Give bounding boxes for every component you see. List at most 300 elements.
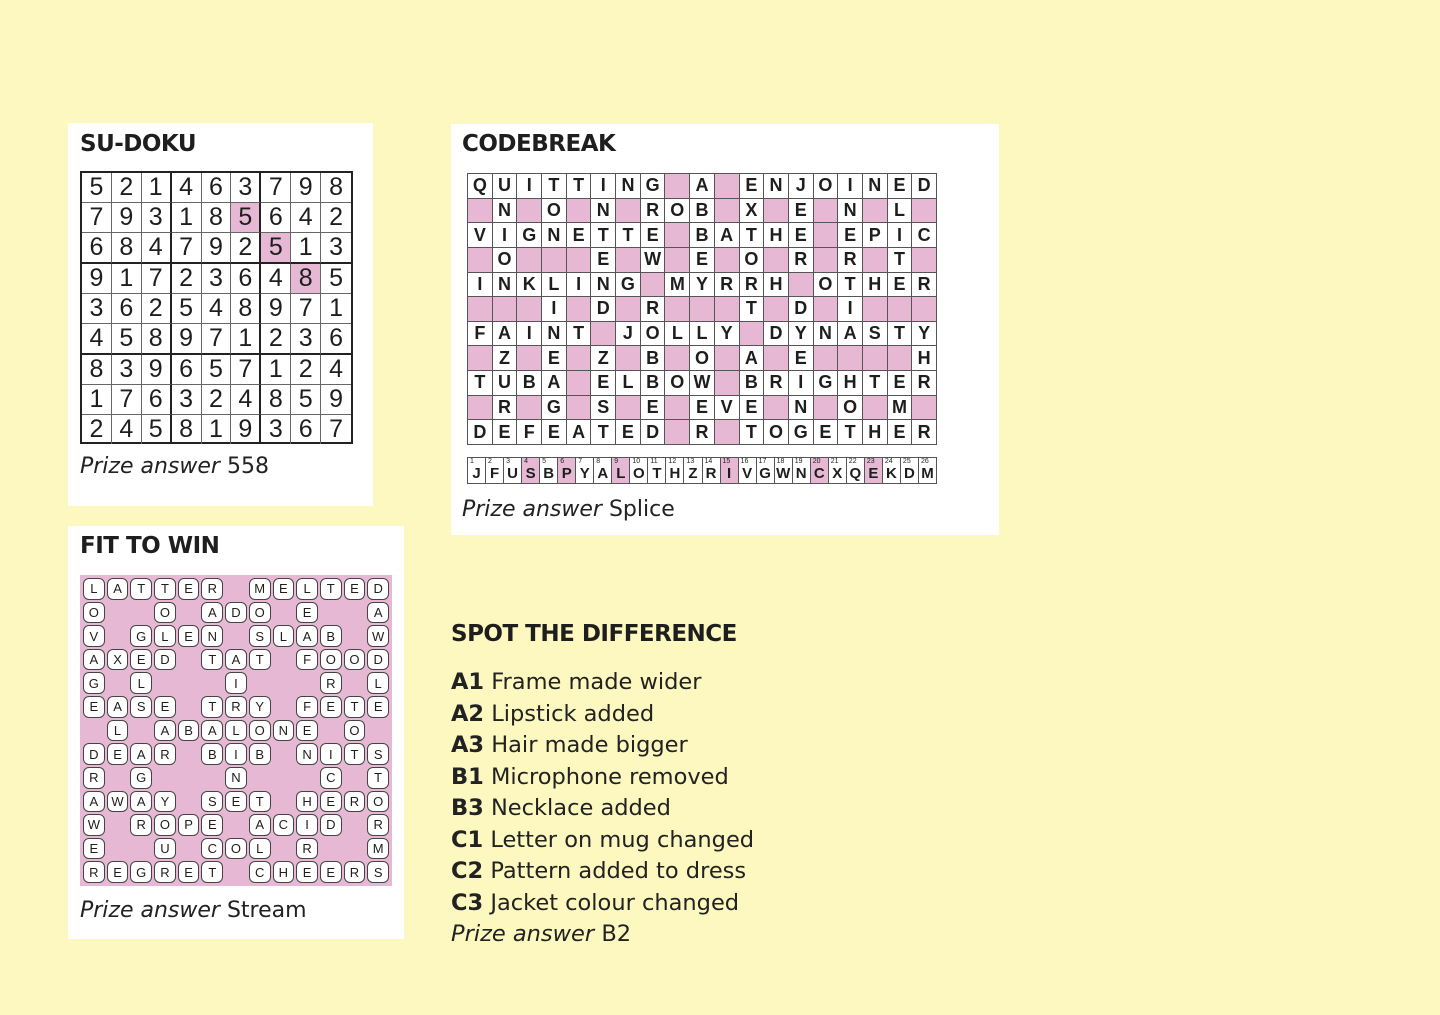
fit-to-win-cell: A [249, 814, 271, 836]
sudoku-cell: 5 [172, 294, 202, 324]
codebreak-cell: T [888, 248, 912, 272]
fit-to-win-cell: H [273, 861, 295, 883]
spot-prize-value: B2 [601, 921, 632, 947]
fit-to-win-prize [80, 898, 307, 923]
codebreak-cell: T [838, 273, 862, 297]
sudoku-cell: 5 [112, 324, 142, 355]
codebreak-key-letter: X [832, 465, 843, 482]
codebreak-key-cell [793, 458, 810, 483]
fit-to-win-cell: O [249, 602, 271, 624]
fit-to-win-cell: T [344, 743, 366, 765]
fit-to-win-cell: S [367, 861, 389, 883]
fit-to-win-cell: R [296, 838, 318, 860]
codebreak-key-letter: Z [688, 465, 698, 482]
sudoku-cell: 9 [291, 173, 321, 203]
codebreak-block [665, 346, 689, 370]
fit-to-win-block [248, 671, 272, 695]
sudoku-cell: 8 [231, 294, 261, 324]
spot-item-code: A3 [451, 732, 485, 758]
spot-item-text: Frame made wider [484, 669, 702, 695]
codebreak-cell: R [715, 273, 739, 297]
fit-to-win-block [129, 837, 153, 861]
fit-to-win-cell: E [344, 578, 366, 600]
codebreak-key-letter: W [776, 465, 791, 482]
fit-to-win-cell: E [107, 743, 129, 765]
sudoku-prize-label: Prize answer [80, 454, 220, 479]
codebreak-key-number: 13 [686, 458, 695, 465]
codebreak-key-number: 2 [488, 458, 492, 465]
fit-to-win-block [200, 766, 224, 790]
fit-to-win-cell: T [201, 649, 223, 671]
codebreak-key-number: 23 [866, 458, 875, 465]
sudoku-cell: 4 [112, 415, 142, 444]
codebreak-block [764, 346, 788, 370]
codebreak-cell: O [740, 248, 764, 272]
codebreak-block [542, 248, 566, 272]
fit-to-win-cell: R [367, 814, 389, 836]
sudoku-cell: 2 [202, 385, 232, 415]
codebreak-cell: I [591, 174, 615, 198]
fit-to-win-cell: O [367, 791, 389, 813]
sudoku-cell: 5 [231, 203, 261, 233]
codebreak-block [715, 346, 739, 370]
codebreak-cell: E [789, 346, 813, 370]
fit-to-win-block [177, 766, 201, 790]
codebreak-block [517, 297, 541, 321]
fit-to-win-cell: L [107, 720, 129, 742]
codebreak-block [863, 396, 887, 420]
codebreak-cell: O [814, 273, 838, 297]
codebreak-block [567, 297, 591, 321]
codebreak-block [690, 297, 714, 321]
fit-to-win-block [177, 742, 201, 766]
codebreak-cell: S [591, 396, 615, 420]
codebreak-block [888, 297, 912, 321]
codebreak-key-number: 6 [560, 458, 565, 465]
codebreak-block [863, 346, 887, 370]
codebreak-cell: D [641, 420, 665, 444]
spot-item [451, 888, 754, 920]
fit-to-win-cell: E [201, 814, 223, 836]
codebreak-cell: E [690, 396, 714, 420]
sudoku-grid [80, 171, 353, 444]
codebreak-cell: T [616, 223, 640, 247]
fit-to-win-cell: T [249, 649, 271, 671]
fit-to-win-block [272, 766, 296, 790]
sudoku-cell: 8 [261, 385, 291, 415]
codebreak-cell: T [863, 371, 887, 395]
fit-to-win-prize-label: Prize answer [80, 898, 220, 923]
fit-to-win-cell: G [130, 861, 152, 883]
sudoku-cell: 8 [291, 264, 321, 294]
codebreak-block [665, 297, 689, 321]
codebreak-cell: G [814, 371, 838, 395]
codebreak-cell: N [789, 396, 813, 420]
codebreak-cell: A [493, 322, 517, 346]
fit-to-win-cell: E [367, 696, 389, 718]
sudoku-cell: 7 [231, 355, 261, 385]
sudoku-cell: 3 [142, 203, 172, 233]
sudoku-cell: 7 [291, 294, 321, 324]
codebreak-cell: T [888, 322, 912, 346]
codebreak-key-number: 19 [794, 458, 803, 465]
codebreak-cell: E [591, 248, 615, 272]
fit-to-win-cell: A [225, 649, 247, 671]
fit-to-win-cell: R [130, 814, 152, 836]
codebreak-key-cell [739, 458, 756, 483]
codebreak-cell: X [740, 199, 764, 223]
spot-item [451, 825, 754, 857]
codebreak-key-letter: T [652, 465, 662, 482]
codebreak-block [715, 248, 739, 272]
codebreak-cell: N [493, 273, 517, 297]
codebreak-key-number: 1 [470, 458, 474, 465]
codebreak-cell: T [567, 174, 591, 198]
spot-item [451, 699, 754, 731]
spot-items [451, 667, 754, 919]
codebreak-cell: W [690, 371, 714, 395]
fit-to-win-block [106, 601, 130, 625]
codebreak-cell: T [591, 420, 615, 444]
fit-to-win-block [177, 790, 201, 814]
codebreak-cell: H [863, 420, 887, 444]
codebreak-cell: I [888, 223, 912, 247]
codebreak-key-number: 20 [812, 458, 821, 465]
sudoku-cell: 9 [202, 233, 232, 264]
codebreak-key-number: 15 [722, 458, 731, 465]
fit-to-win-cell: I [225, 672, 247, 694]
sudoku-cell: 3 [321, 233, 351, 264]
codebreak-block [863, 199, 887, 223]
fit-to-win-cell: E [320, 791, 342, 813]
fit-to-win-block [106, 837, 130, 861]
codebreak-block [567, 248, 591, 272]
codebreak-key-cell [648, 458, 665, 483]
fit-to-win-cell: R [154, 861, 176, 883]
codebreak-cell: K [517, 273, 541, 297]
codebreak-cell: H [764, 273, 788, 297]
codebreak-cell: S [863, 322, 887, 346]
codebreak-cell: E [888, 420, 912, 444]
spot-prize [451, 919, 754, 951]
spot-item [451, 856, 754, 888]
codebreak-key-cell [847, 458, 864, 483]
fit-to-win-cell: D [83, 743, 105, 765]
codebreak-key-letter: D [904, 465, 915, 482]
fit-to-win-block [106, 766, 130, 790]
fit-to-win-block [177, 601, 201, 625]
fit-to-win-cell: T [201, 861, 223, 883]
codebreak-cell: T [740, 223, 764, 247]
codebreak-cell: F [517, 420, 541, 444]
fit-to-win-grid [80, 575, 392, 886]
codebreak-key-cell [558, 458, 575, 483]
fit-to-win-block [106, 813, 130, 837]
fit-to-win-cell: F [296, 696, 318, 718]
fit-to-win-cell: L [249, 838, 271, 860]
codebreak-key-number: 26 [920, 458, 929, 465]
codebreak-block [814, 297, 838, 321]
fit-to-win-cell: E [296, 720, 318, 742]
sudoku-cell: 1 [231, 324, 261, 355]
fit-to-win-block [129, 719, 153, 743]
fit-to-win-cell: C [249, 861, 271, 883]
spot-item-code: A2 [451, 700, 485, 727]
fit-to-win-block [272, 601, 296, 625]
fit-to-win-block [224, 624, 248, 648]
codebreak-cell: D [912, 174, 936, 198]
spot-item [451, 667, 754, 699]
codebreak-key-number: 12 [668, 458, 677, 465]
fit-to-win-block [224, 577, 248, 601]
sudoku-cell: 8 [172, 415, 202, 444]
fit-to-win-cell: D [367, 649, 389, 671]
fit-to-win-cell: A [83, 791, 105, 813]
sudoku-cell: 1 [261, 355, 291, 385]
codebreak-cell: I [838, 174, 862, 198]
codebreak-key-cell [919, 458, 936, 483]
codebreak-block [517, 346, 541, 370]
fit-to-win-block [343, 813, 367, 837]
sudoku-cell: 6 [82, 233, 112, 264]
fit-to-win-block [177, 695, 201, 719]
fit-to-win-cell: A [130, 743, 152, 765]
codebreak-cell: E [641, 223, 665, 247]
sudoku-cell: 9 [112, 203, 142, 233]
sudoku-cell: 3 [202, 264, 232, 294]
codebreak-key-cell [901, 458, 918, 483]
codebreak-cell: L [665, 322, 689, 346]
codebreak-cell: J [616, 322, 640, 346]
codebreak-cell: R [690, 420, 714, 444]
fit-to-win-cell: E [273, 578, 295, 600]
fit-to-win-block [272, 695, 296, 719]
fit-to-win-cell: R [83, 861, 105, 883]
fit-to-win-cell: E [130, 649, 152, 671]
codebreak-block [567, 371, 591, 395]
codebreak-cell: E [542, 346, 566, 370]
fit-to-win-block [106, 624, 130, 648]
codebreak-cell: F [468, 322, 492, 346]
codebreak-key-cell [684, 458, 701, 483]
sudoku-cell: 2 [112, 173, 142, 203]
codebreak-cell: G [542, 396, 566, 420]
codebreak-cell: I [468, 273, 492, 297]
codebreak-cell: N [542, 322, 566, 346]
codebreak-key-number: 18 [776, 458, 785, 465]
fit-to-win-cell: R [320, 672, 342, 694]
codebreak-key-letter: E [868, 465, 879, 482]
codebreak-key-letter: G [759, 465, 771, 482]
fit-to-win-prize-value: Stream [226, 898, 307, 923]
fit-to-win-cell: G [83, 672, 105, 694]
sudoku-cell: 4 [82, 324, 112, 355]
codebreak-cell: I [789, 371, 813, 395]
codebreak-cell: B [517, 371, 541, 395]
fit-to-win-cell: M [249, 578, 271, 600]
codebreak-block [641, 273, 665, 297]
fit-to-win-cell: R [201, 578, 223, 600]
fit-to-win-cell: R [344, 791, 366, 813]
codebreak-key-cell [666, 458, 683, 483]
codebreak-block [814, 346, 838, 370]
codebreak-key-letter: N [795, 465, 807, 482]
fit-to-win-cell: E [320, 861, 342, 883]
codebreak-block [863, 297, 887, 321]
sudoku-cell: 2 [321, 203, 351, 233]
sudoku-cell: 8 [112, 233, 142, 264]
codebreak-key-number: 4 [524, 458, 529, 465]
codebreak-cell: E [567, 223, 591, 247]
codebreak-block [764, 297, 788, 321]
codebreak-cell: N [616, 174, 640, 198]
codebreak-key-letter: O [633, 465, 645, 482]
fit-to-win-cell: P [178, 814, 200, 836]
codebreak-key-number: 3 [506, 458, 510, 465]
codebreak-block [863, 248, 887, 272]
codebreak-cell: B [690, 223, 714, 247]
spot-item-text: Pattern added to dress [483, 858, 747, 884]
fit-to-win-cell: A [296, 625, 318, 647]
sudoku-cell: 1 [321, 294, 351, 324]
fit-to-win-cell: Y [154, 791, 176, 813]
codebreak-key-number: 22 [848, 458, 857, 465]
fit-to-win-cell: D [367, 578, 389, 600]
spot-the-difference-list [451, 667, 754, 951]
spot-item-text: Necklace added [483, 795, 671, 821]
fit-to-win-block [295, 671, 319, 695]
fit-to-win-cell: A [154, 720, 176, 742]
codebreak-cell: M [888, 396, 912, 420]
fit-to-win-cell: O [344, 720, 366, 742]
codebreak-cell: D [591, 297, 615, 321]
fit-to-win-cell: A [83, 649, 105, 671]
fit-to-win-block [224, 813, 248, 837]
fit-to-win-cell: A [367, 602, 389, 624]
codebreak-cell: I [542, 297, 566, 321]
fit-to-win-block [177, 837, 201, 861]
codebreak-block [493, 297, 517, 321]
codebreak-cell: A [715, 223, 739, 247]
sudoku-cell: 6 [321, 324, 351, 355]
fit-to-win-block [153, 671, 177, 695]
codebreak-cell: I [517, 322, 541, 346]
codebreak-key-cell [468, 458, 485, 483]
codebreak-key-letter: I [726, 465, 732, 482]
fit-to-win-cell: N [225, 767, 247, 789]
codebreak-cell: T [591, 223, 615, 247]
fit-to-win-cell: T [130, 578, 152, 600]
codebreak-cell: T [838, 420, 862, 444]
fit-to-win-cell: M [367, 838, 389, 860]
fit-to-win-cell: B [178, 720, 200, 742]
codebreak-key-cell [540, 458, 557, 483]
codebreak-cell: P [863, 223, 887, 247]
fit-to-win-cell: W [107, 791, 129, 813]
fit-to-win-cell: T [201, 696, 223, 718]
sudoku-cell: 1 [202, 415, 232, 444]
fit-to-win-cell: T [344, 696, 366, 718]
codebreak-cell: N [542, 223, 566, 247]
fit-to-win-cell: I [225, 743, 247, 765]
codebreak-key-number: 24 [884, 458, 893, 465]
fit-to-win-block [319, 719, 343, 743]
fit-to-win-cell: E [154, 696, 176, 718]
codebreak-cell: B [690, 199, 714, 223]
sudoku-cell: 1 [172, 203, 202, 233]
sudoku-cell: 9 [321, 385, 351, 415]
codebreak-cell: E [888, 273, 912, 297]
codebreak-cell: N [814, 322, 838, 346]
fit-to-win-cell: S [130, 696, 152, 718]
sudoku-cell: 6 [142, 385, 172, 415]
codebreak-block [616, 199, 640, 223]
codebreak-block [715, 297, 739, 321]
codebreak-cell: B [641, 371, 665, 395]
codebreak-cell: R [641, 199, 665, 223]
fit-to-win-cell: O [320, 649, 342, 671]
codebreak-block [665, 420, 689, 444]
fit-to-win-block [272, 742, 296, 766]
fit-to-win-cell: I [320, 743, 342, 765]
sudoku-cell: 6 [291, 415, 321, 444]
codebreak-block [789, 273, 813, 297]
fit-to-win-cell: D [320, 814, 342, 836]
codebreak-key-number: 7 [578, 458, 583, 465]
fit-to-win-cell: O [83, 602, 105, 624]
codebreak-cell: R [641, 297, 665, 321]
codebreak-cell: O [814, 174, 838, 198]
codebreak-block [764, 396, 788, 420]
fit-to-win-block [248, 766, 272, 790]
sudoku-cell: 2 [261, 324, 291, 355]
codebreak-key-cell [576, 458, 593, 483]
codebreak-cell: L [690, 322, 714, 346]
sudoku-cell: 4 [291, 203, 321, 233]
fit-to-win-cell: L [367, 672, 389, 694]
sudoku-title: SU-DOKU [80, 131, 197, 157]
fit-to-win-cell: E [296, 861, 318, 883]
codebreak-key-number: 11 [650, 458, 658, 465]
codebreak-cell: R [493, 396, 517, 420]
codebreak-cell: E [888, 174, 912, 198]
codebreak-cell: O [690, 346, 714, 370]
sudoku-cell: 6 [202, 173, 232, 203]
sudoku-cell: 2 [291, 355, 321, 385]
codebreak-block [912, 248, 936, 272]
sudoku-cell: 9 [231, 415, 261, 444]
codebreak-block [616, 297, 640, 321]
codebreak-block [814, 199, 838, 223]
sudoku-cell: 5 [82, 173, 112, 203]
codebreak-cell: E [591, 371, 615, 395]
codebreak-key-number: 25 [902, 458, 911, 465]
codebreak-cell: A [567, 420, 591, 444]
fit-to-win-block [319, 601, 343, 625]
sudoku-cell: 8 [142, 324, 172, 355]
codebreak-cell: C [912, 223, 936, 247]
codebreak-key-number: 21 [830, 458, 839, 465]
codebreak-cell: Y [690, 273, 714, 297]
sudoku-cell: 1 [82, 385, 112, 415]
sudoku-cell: 7 [261, 173, 291, 203]
codebreak-cell: U [493, 174, 517, 198]
codebreak-cell: U [493, 371, 517, 395]
codebreak-block [838, 346, 862, 370]
codebreak-key-cell [504, 458, 521, 483]
codebreak-cell: T [567, 322, 591, 346]
fit-to-win-block [343, 601, 367, 625]
